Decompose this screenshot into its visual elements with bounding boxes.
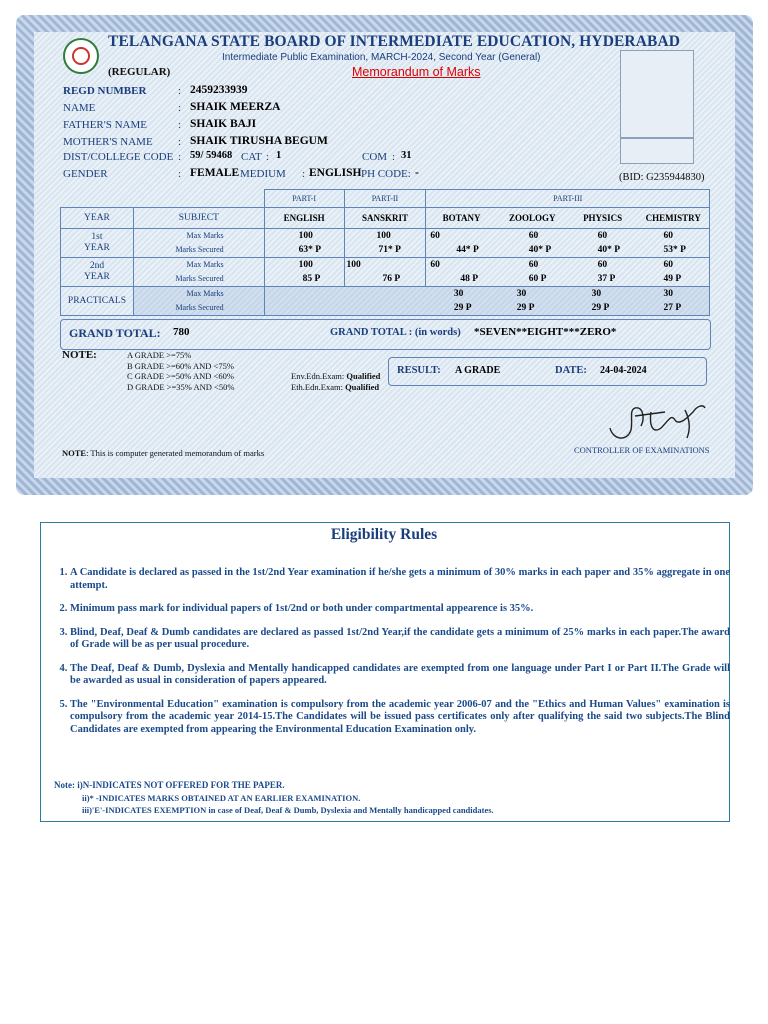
subject-zoology: ZOOLOGY: [497, 208, 568, 229]
y2-secured: 60 P: [528, 274, 547, 284]
result-value: A GRADE: [455, 365, 501, 376]
cat-label: CAT: [241, 151, 262, 163]
colon: :: [392, 151, 396, 163]
ph-value: -: [415, 167, 419, 179]
y2-secured: 76 P: [382, 274, 401, 284]
grade-d: D GRADE >=35% AND <50%: [127, 381, 235, 392]
marks-type-cell: [133, 287, 264, 316]
pr-secured: 29 P: [453, 303, 472, 313]
second-year-line1: 2nd: [89, 261, 105, 271]
marks-secured-label: Marks Secured: [175, 245, 224, 254]
regd-label: REGD NUMBER: [63, 85, 147, 97]
subject-physics: PHYSICS: [568, 208, 638, 229]
y1-physics-cell: [568, 229, 638, 258]
practicals-label: PRACTICALS: [61, 287, 134, 316]
y2-sanskrit-cell: [344, 258, 426, 287]
part-3-header: PART-III: [426, 190, 710, 208]
grand-total-value: 780: [173, 326, 190, 338]
medium-value: ENGLISH: [309, 167, 362, 179]
y2-secured: 48 P: [460, 274, 479, 284]
colon: :: [178, 168, 182, 180]
date-value: 24-04-2024: [600, 365, 647, 376]
gender-label: GENDER: [63, 168, 108, 180]
y2-secured: 37 P: [597, 274, 616, 284]
rules-note-1: Note: i)N-INDICATES NOT OFFERED FOR THE PAPER.: [54, 780, 285, 790]
y1-max: 60: [528, 231, 539, 241]
subject-botany: BOTANY: [426, 208, 497, 229]
subject-header: SUBJECT: [133, 208, 264, 229]
bid-number: (BID: G235944830): [619, 172, 705, 183]
controller-label: CONTROLLER OF EXAMINATIONS: [574, 445, 710, 455]
y2-botany-cell: [426, 258, 497, 287]
y2-max: 60: [663, 260, 674, 270]
first-year-line2: YEAR: [84, 243, 110, 253]
second-year-label: [61, 258, 134, 287]
pr-chemistry-cell: [638, 287, 710, 316]
marks-table: [60, 189, 710, 316]
first-year-line1: 1st: [91, 232, 103, 242]
grand-total-words: *SEVEN**EIGHT***ZERO*: [474, 326, 617, 338]
y2-secured: 49 P: [663, 274, 682, 284]
marks-type-cell: [133, 258, 264, 287]
y2-max: 60: [597, 260, 608, 270]
note-text: : This is computer generated memorandum of marks: [86, 448, 265, 458]
ph-label: PH CODE:: [361, 168, 411, 180]
part-1-header: PART-I: [264, 190, 344, 208]
colon: :: [178, 119, 182, 131]
pr-max: 30: [453, 289, 464, 299]
y1-zoology-cell: [497, 229, 568, 258]
gender-value: FEMALE: [190, 167, 240, 179]
pr-zoology-cell: [497, 287, 568, 316]
colon: :: [178, 136, 182, 148]
y1-max: 60: [597, 231, 608, 241]
y1-english-cell: [264, 229, 344, 258]
rule-item: 1. A Candidate is declared as passed in the 1st/2nd Year examination if he/she gets a minimum of 30% marks in each paper and 35% aggregate in one attempt.: [70, 567, 730, 592]
pr-secured: 29 P: [516, 303, 535, 313]
first-year-label: [61, 229, 134, 258]
max-marks-label: Max Marks: [186, 289, 224, 298]
year-header: YEAR: [61, 208, 134, 229]
y2-max: 60: [430, 260, 440, 270]
grade-a: A GRADE >=75%: [127, 350, 192, 360]
memo-heading: Memorandum of Marks: [352, 65, 481, 79]
blank-cell: [61, 190, 265, 208]
eth-edn-row: [291, 382, 380, 393]
grade-c: C GRADE >=50% AND <60%: [127, 371, 234, 381]
practicals-blank-cell: [264, 287, 426, 316]
grand-total-label: GRAND TOTAL:: [69, 326, 161, 340]
colon: :: [178, 151, 182, 163]
pr-max: 30: [516, 289, 527, 299]
controller-signature-icon: [605, 398, 710, 444]
grade-b: B GRADE >=60% AND <75%: [127, 360, 234, 371]
y2-max: 60: [528, 260, 539, 270]
y2-zoology-cell: [497, 258, 568, 287]
com-value: 31: [401, 150, 412, 161]
grade-note-label: NOTE:: [62, 349, 97, 361]
y2-secured: 85 P: [302, 274, 321, 284]
date-label: DATE:: [555, 365, 587, 376]
y1-chemistry-cell: [638, 229, 710, 258]
eligibility-rules-list: [52, 567, 730, 747]
mother-label: MOTHER'S NAME: [63, 136, 153, 148]
eth-edn-value: Qualified: [345, 381, 380, 392]
dist-label: DIST/COLLEGE CODE: [63, 151, 174, 163]
colon: :: [178, 85, 182, 97]
regular-label: (REGULAR): [108, 66, 171, 78]
marks-secured-label: Marks Secured: [175, 274, 224, 283]
colon: :: [302, 168, 306, 180]
medium-label: MEDIUM: [240, 168, 286, 180]
pr-secured: 29 P: [591, 303, 610, 313]
name-label: NAME: [63, 102, 96, 114]
eligibility-rules-title: Eligibility Rules: [330, 526, 438, 543]
y2-physics-cell: [568, 258, 638, 287]
com-label: COM: [362, 151, 388, 163]
pr-max: 30: [663, 289, 674, 299]
pr-botany-cell: [426, 287, 497, 316]
pr-physics-cell: [568, 287, 638, 316]
y1-secured: 40* P: [528, 245, 552, 255]
pr-secured: 27 P: [663, 303, 682, 313]
rules-note-3: iii)'E'-INDICATES EXEMPTION in case of Deaf, Deaf & Dumb, Dyslexia and Mentally handicapped candidates.: [82, 805, 494, 815]
mother-name: SHAIK TIRUSHA BEGUM: [190, 135, 328, 147]
y1-secured: 44* P: [456, 245, 479, 255]
y1-secured: 40* P: [597, 245, 621, 255]
rule-item: 4. The Deaf, Deaf & Dumb, Dyslexia and Mentally handicapped candidates are exempted from one language under Part I or Part II.The Grade will be awarded as usual in consideration of papers appeared.: [70, 663, 730, 688]
env-edn-label: Env.Edn.Exam:: [291, 371, 345, 381]
y1-max: 100: [376, 231, 391, 241]
marks-type-cell: [133, 229, 264, 258]
rule-item: 2. Minimum pass mark for individual papers of 1st/2nd or both under compartmental appearence is 35%.: [70, 603, 730, 616]
max-marks-label: Max Marks: [186, 231, 224, 240]
result-label: RESULT:: [397, 365, 441, 376]
y1-botany-cell: [426, 229, 497, 258]
edn-exams: [291, 371, 380, 392]
regd-number: 2459233939: [190, 84, 248, 96]
rule-item: 3. Blind, Deaf, Deaf & Dumb candidates are declared as passed 1st/2nd Year,if the candidate gets a minimum of 25% marks in each paper.The award of Grade will be as per usual procedure.: [70, 627, 730, 652]
grand-total-words-label: GRAND TOTAL : (in words): [330, 327, 461, 338]
signature-placeholder: [620, 138, 694, 164]
eth-edn-label: Eth.Edn.Exam:: [291, 381, 343, 392]
grade-scale: [127, 350, 234, 392]
note-bold: NOTE: [62, 448, 87, 458]
cat-value: 1: [276, 150, 282, 161]
marks-secured-label: Marks Secured: [175, 303, 224, 312]
photo-placeholder: [620, 50, 694, 138]
y1-secured: 53* P: [663, 245, 686, 255]
y1-max: 60: [663, 231, 674, 241]
father-name: SHAIK BAJI: [190, 118, 257, 130]
y1-sanskrit-cell: [344, 229, 426, 258]
rule-item: 5. The "Environmental Education" examination is compulsory from the academic year 2006-07 and the "Ethics and Human Values" examination is compulsory from the academic year 2014-15.The Candidates will be issued pass certificates only after qualifying the said two subjects.The Blind Candidates are exempted from appearing the Environmental Education Examination only.: [70, 699, 730, 737]
y1-secured: 71* P: [378, 245, 401, 255]
y1-max: 60: [430, 231, 440, 241]
second-year-line2: YEAR: [84, 272, 110, 282]
y2-english-cell: [264, 258, 344, 287]
colon: :: [266, 151, 270, 163]
y1-max: 100: [298, 231, 313, 241]
subject-sanskrit: SANSKRIT: [344, 208, 426, 229]
exam-subtitle: Intermediate Public Examination, MARCH-2024, Second Year (General): [222, 52, 541, 63]
y1-secured: 63* P: [298, 245, 322, 255]
student-name: SHAIK MEERZA: [190, 101, 281, 113]
board-title: TELANGANA STATE BOARD OF INTERMEDIATE EDUCATION, HYDERABAD: [108, 33, 681, 50]
rules-note-2: ii)* -INDICATES MARKS OBTAINED AT AN EARLIER EXAMINATION.: [82, 793, 361, 803]
y2-chemistry-cell: [638, 258, 710, 287]
subject-english: ENGLISH: [264, 208, 344, 229]
max-marks-label: Max Marks: [186, 260, 224, 269]
dist-code: 59/ 59468: [190, 150, 233, 161]
computer-generated-note: [62, 448, 264, 458]
pr-max: 30: [591, 289, 602, 299]
part-2-header: PART-II: [344, 190, 426, 208]
y2-max: 100: [346, 260, 361, 270]
colon: :: [178, 102, 182, 114]
env-edn-row: [291, 371, 380, 382]
subject-chemistry: CHEMISTRY: [638, 208, 710, 229]
father-label: FATHER'S NAME: [63, 119, 147, 131]
y2-max: 100: [298, 260, 313, 270]
board-logo-center-icon: [72, 47, 90, 65]
env-edn-value: Qualified: [346, 371, 381, 381]
